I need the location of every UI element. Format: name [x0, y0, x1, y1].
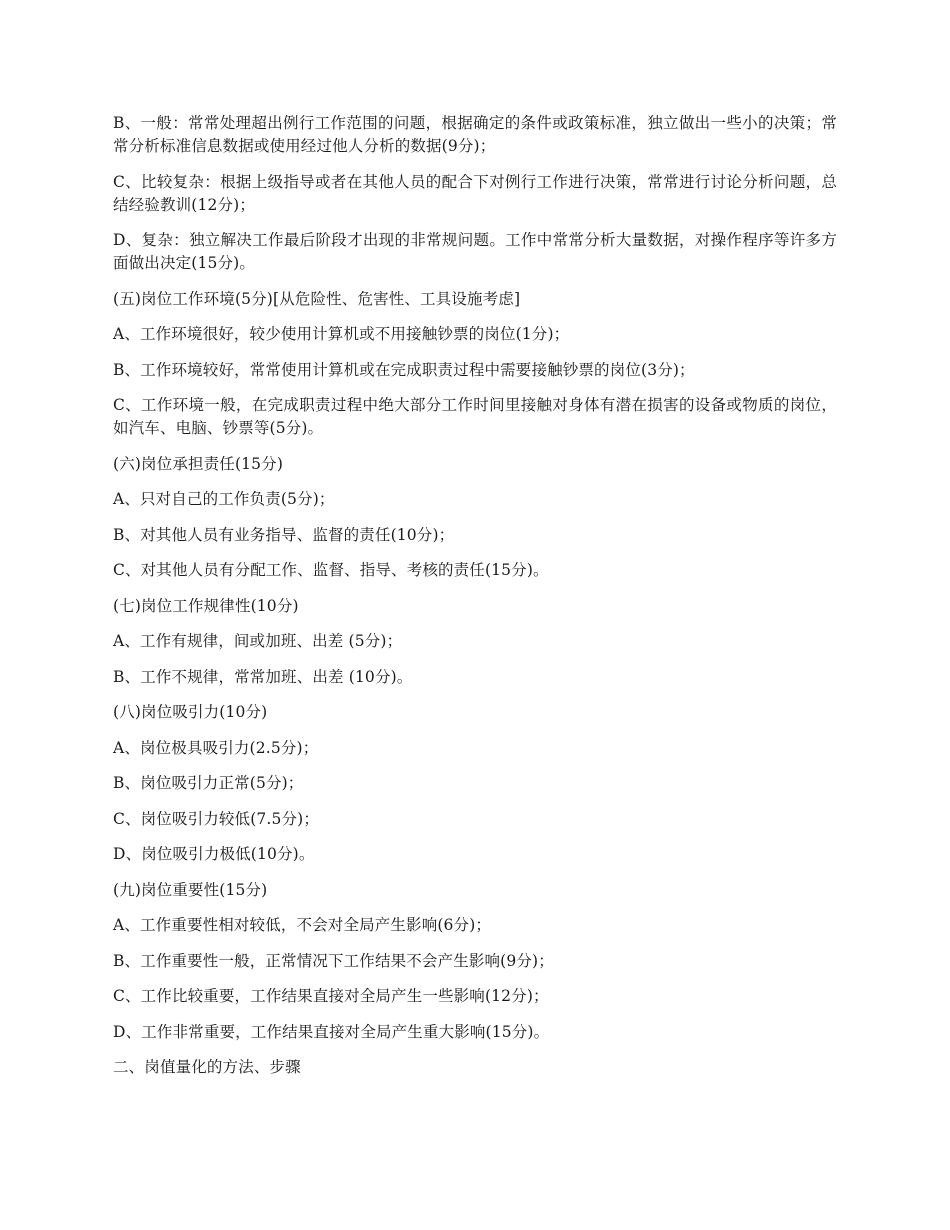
paragraph-regularity-b: B、工作不规律，常常加班、出差 (10分)。	[113, 667, 413, 686]
section-heading-attraction: (八)岗位吸引力(10分)	[113, 703, 268, 721]
paragraph-environment-c: C、工作环境一般，在完成职责过程中绝大部分工作时间里接触对身体有潜在损害的设备或物质的岗位，如汽车、电脑、钞票等(5分)。	[113, 396, 837, 437]
paragraph-responsibility-c: C、对其他人员有分配工作、监督、指导、考核的责任(15分)。	[113, 561, 549, 579]
section-heading-responsibility: (六)岗位承担责任(15分)	[113, 454, 284, 473]
paragraph-attraction-a: A、岗位极具吸引力(2.5分)；	[113, 738, 319, 757]
section-heading-importance: (九)岗位重要性(15分)	[113, 880, 268, 899]
chapter-heading-methods: 二、岗值量化的方法、步骤	[113, 1058, 301, 1076]
paragraph-regularity-a: A、工作有规律，间或加班、出差 (5分)；	[113, 632, 403, 650]
document-body	[113, 112, 837, 1092]
paragraph-environment-b: B、工作环境较好，常常使用计算机或在完成职责过程中需要接触钞票的岗位(3分)；	[113, 360, 695, 379]
paragraph-importance-b: B、工作重要性一般，正常情况下工作结果不会产生影响(9分)；	[113, 951, 554, 970]
paragraph-importance-a: A、工作重要性相对较低，不会对全局产生影响(6分)；	[113, 916, 492, 934]
paragraph-attraction-d: D、岗位吸引力极低(10分)。	[113, 845, 315, 863]
section-heading-regularity: (七)岗位工作规律性(10分)	[113, 596, 299, 615]
paragraph-importance-d: D、工作非常重要，工作结果直接对全局产生重大影响(15分)。	[113, 1022, 550, 1041]
paragraph-importance-c: C、工作比较重要，工作结果直接对全局产生一些影响(12分)；	[113, 987, 549, 1005]
paragraph-attraction-c: C、岗位吸引力较低(7.5分)；	[113, 809, 320, 828]
paragraph-attraction-b: B、岗位吸引力正常(5分)；	[113, 774, 304, 792]
section-heading-environment: (五)岗位工作环境(5分)[从危险性、危害性、工具设施考虑]	[113, 289, 521, 308]
paragraph-environment-a: A、工作环境很好，较少使用计算机或不用接触钞票的岗位(1分)；	[113, 325, 570, 343]
paragraph-decision-d: D、复杂：独立解决工作最后阶段才出现的非常规问题。工作中常常分析大量数据，对操作程序等许多方面做出决定(15分)。	[113, 231, 837, 272]
paragraph-decision-c: C、比较复杂：根据上级指导或者在其他人员的配合下对例行工作进行决策，常常进行讨论分析问题，总结经验教训(12分)；	[113, 172, 837, 214]
paragraph-responsibility-b: B、对其他人员有业务指导、监督的责任(10分)；	[113, 525, 455, 544]
paragraph-responsibility-a: A、只对自己的工作负责(5分)；	[113, 490, 335, 508]
paragraph-decision-b: B、一般：常常处理超出例行工作范围的问题，根据确定的条件或政策标准，独立做出一些小的决策；常常分析标准信息数据或使用经过他人分析的数据(9分)；	[113, 114, 837, 155]
